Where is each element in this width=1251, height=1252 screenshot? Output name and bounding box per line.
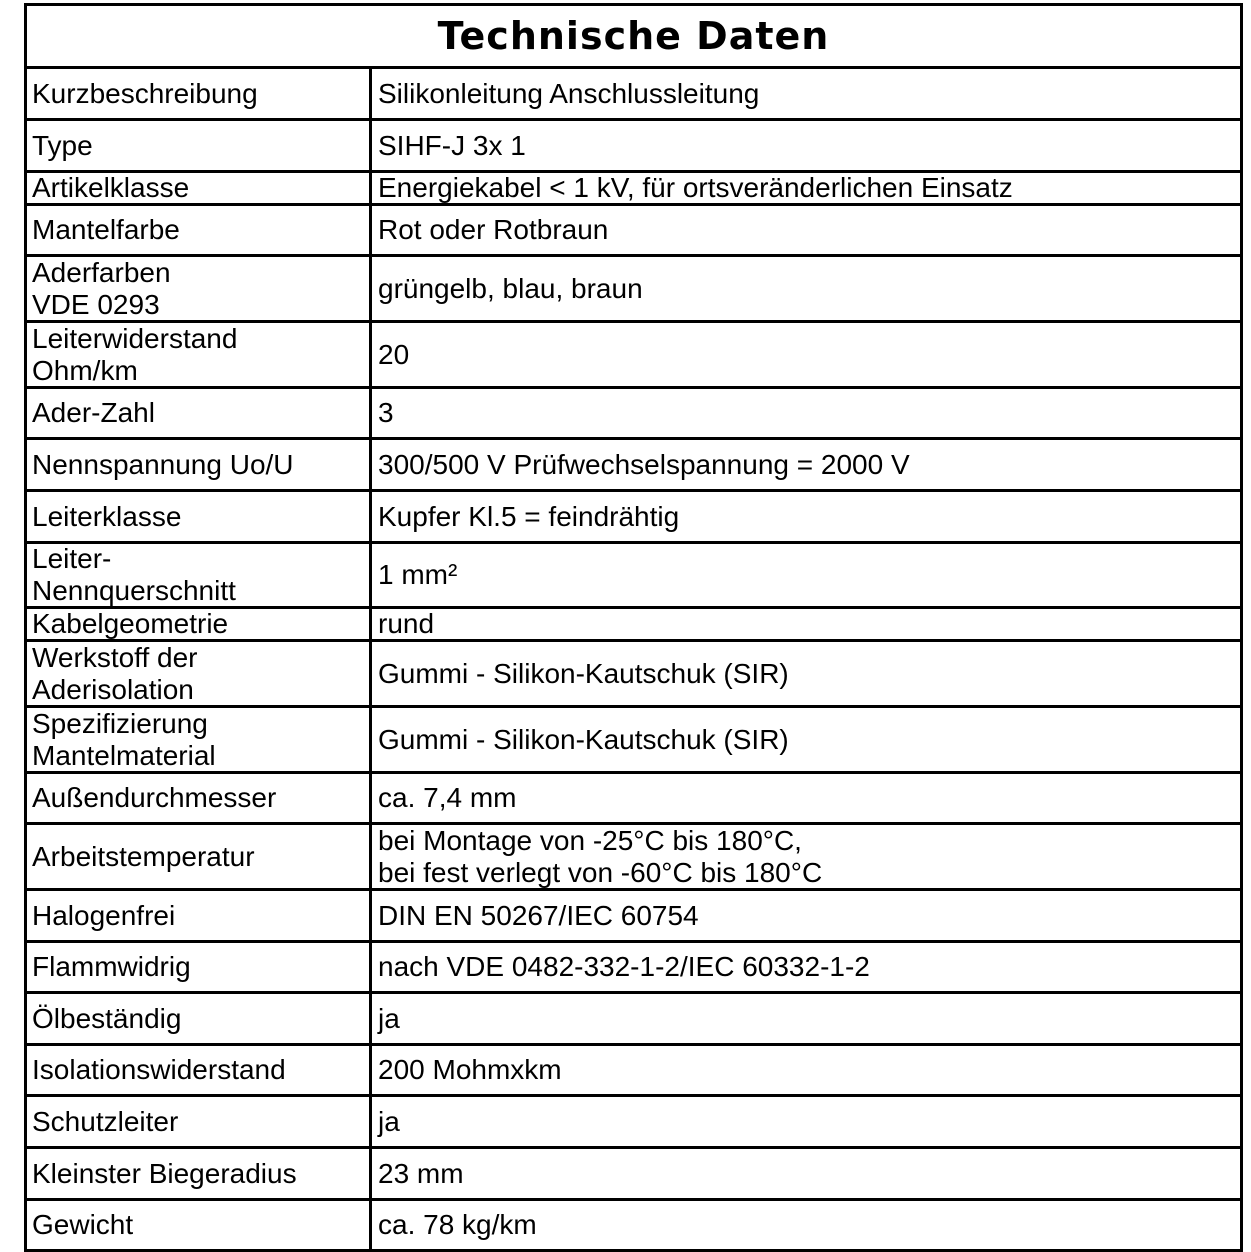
row-value: bei Montage von -25°C bis 180°C, bei fest verlegt von -60°C bis 180°C — [378, 824, 823, 888]
row-value: 20 — [378, 338, 410, 370]
row-label: Spezifizierung Mantelmaterial — [27, 708, 372, 771]
table-row — [27, 825, 1240, 891]
row-value: Energiekabel < 1 kV, für ortsveränderlichen Einsatz — [378, 172, 1013, 203]
row-label: Ader-Zahl — [27, 389, 372, 437]
row-label: Gewicht — [27, 1201, 372, 1249]
row-value: rund — [378, 608, 435, 639]
row-value: 1 mm² — [378, 559, 458, 590]
table-row — [27, 774, 1240, 825]
table-row — [27, 173, 1240, 206]
row-value: Gummi - Silikon-Kautschuk (SIR) — [378, 723, 789, 755]
table-row — [27, 492, 1240, 544]
row-value: ja — [378, 1002, 400, 1034]
table-title: Technische Daten — [27, 6, 1240, 69]
row-label: Außendurchmesser — [27, 774, 372, 822]
row-value: 200 Mohmxkm — [378, 1054, 562, 1085]
row-label: Kabelgeometrie — [27, 609, 372, 639]
row-value: DIN EN 50267/IEC 60754 — [378, 899, 699, 931]
table-row — [27, 389, 1240, 440]
row-value: ca. 7,4 mm — [378, 782, 517, 813]
row-value: nach VDE 0482-332-1-2/IEC 60332-1-2 — [378, 951, 870, 982]
row-value: Rot oder Rotbraun — [378, 214, 609, 245]
row-label: Leiter- Nennquerschnitt — [27, 544, 372, 606]
row-label: Flammwidrig — [27, 943, 372, 991]
table-row — [27, 708, 1240, 774]
row-label: Kurzbeschreibung — [27, 69, 372, 118]
table-row — [27, 943, 1240, 994]
row-label: Werkstoff der Aderisolation — [27, 642, 372, 705]
table-row — [27, 69, 1240, 121]
row-value: Silikonleitung Anschlussleitung — [378, 77, 760, 109]
row-value: Kupfer Kl.5 = feindrähtig — [378, 500, 680, 532]
row-value: 23 mm — [378, 1157, 464, 1189]
table-row — [27, 1097, 1240, 1149]
row-value: 300/500 V Prüfwechselspannung = 2000 V — [378, 448, 910, 480]
row-value: ca. 78 kg/km — [378, 1209, 537, 1240]
row-value: Gummi - Silikon-Kautschuk (SIR) — [378, 657, 789, 689]
row-label: Artikelklasse — [27, 173, 372, 203]
row-label: Leiterwiderstand Ohm/km — [27, 323, 372, 386]
table-row — [27, 206, 1240, 257]
row-value: 3 — [378, 397, 394, 428]
row-value: SIHF-J 3x 1 — [378, 129, 526, 161]
table-row — [27, 323, 1240, 389]
table-row — [27, 1149, 1240, 1201]
row-label: Type — [27, 121, 372, 170]
row-label: Aderfarben VDE 0293 — [27, 257, 372, 320]
table-row — [27, 1046, 1240, 1097]
row-label: Kleinster Biegeradius — [27, 1149, 372, 1198]
table-row — [27, 994, 1240, 1046]
row-label: Arbeitstemperatur — [27, 825, 372, 888]
table-row — [27, 257, 1240, 323]
row-label: Nennspannung Uo/U — [27, 440, 372, 489]
table-row — [27, 1201, 1240, 1252]
row-label: Isolationswiderstand — [27, 1046, 372, 1094]
table-row — [27, 440, 1240, 492]
row-label: Mantelfarbe — [27, 206, 372, 254]
technical-data-table — [24, 3, 1243, 1252]
row-label: Ölbeständig — [27, 994, 372, 1043]
row-label: Halogenfrei — [27, 891, 372, 940]
row-value: grüngelb, blau, braun — [378, 272, 643, 304]
row-value: ja — [378, 1105, 400, 1137]
table-row — [27, 609, 1240, 642]
table-row — [27, 891, 1240, 943]
row-label: Schutzleiter — [27, 1097, 372, 1146]
table-row — [27, 544, 1240, 609]
row-label: Leiterklasse — [27, 492, 372, 541]
table-row — [27, 642, 1240, 708]
table-row — [27, 121, 1240, 173]
